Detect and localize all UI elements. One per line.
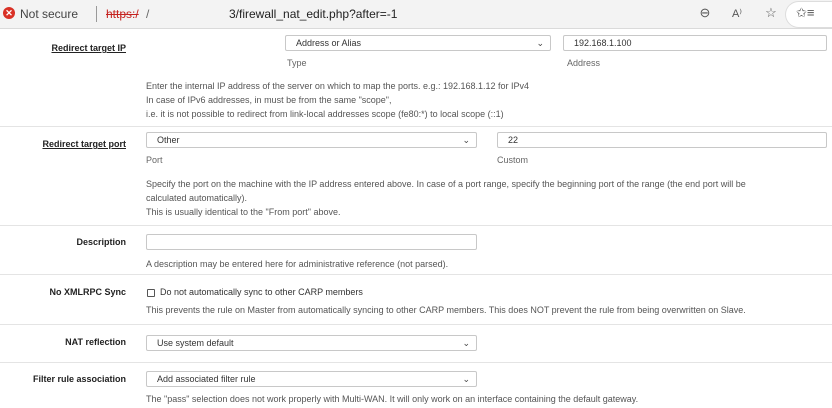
redirect-port-help-3: This is usually identical to the "From port" above. bbox=[146, 207, 341, 217]
read-aloud-icon[interactable]: A⁾ bbox=[731, 8, 743, 20]
redirect-ip-address-input[interactable]: 192.168.1.100 bbox=[563, 35, 827, 51]
row-description bbox=[0, 226, 832, 275]
description-input[interactable] bbox=[146, 234, 477, 250]
favorite-star-icon[interactable]: ☆ bbox=[765, 5, 777, 20]
redirect-ip-type-select[interactable] bbox=[285, 35, 551, 51]
url-host[interactable]: / bbox=[146, 7, 150, 21]
url-path[interactable]: 3/firewall_nat_edit.php?after=-1 bbox=[229, 7, 398, 21]
redirect-ip-type-value: Address or Alias bbox=[296, 38, 362, 48]
chevron-down-icon: ⌄ bbox=[462, 338, 470, 348]
favorites-list-icon[interactable]: ✩≡ bbox=[796, 5, 815, 20]
filter-rule-association-help: The "pass" selection does not work properly with Multi-WAN. It will only work on an interface containing the default gateway. bbox=[146, 394, 639, 404]
row-redirect-target-ip bbox=[0, 29, 832, 127]
nat-reflection-label: NAT reflection bbox=[65, 337, 126, 347]
redirect-port-sublabel: Port bbox=[146, 155, 163, 165]
browser-address-bar bbox=[0, 0, 832, 29]
redirect-target-port-label: Redirect target port bbox=[42, 139, 126, 149]
redirect-ip-type-sublabel: Type bbox=[287, 58, 307, 68]
filter-rule-association-label: Filter rule association bbox=[32, 374, 126, 384]
zoom-out-icon[interactable]: ⊖ bbox=[699, 5, 711, 20]
redirect-ip-help-2: In case of IPv6 addresses, in must be from the same "scope", bbox=[146, 95, 392, 105]
no-xmlrpc-sync-label: No XMLRPC Sync bbox=[49, 287, 126, 297]
not-secure-label[interactable]: Not secure bbox=[20, 7, 79, 21]
row-redirect-target-port bbox=[0, 127, 832, 226]
not-secure-icon[interactable]: ✕ bbox=[3, 7, 15, 19]
redirect-port-custom-input[interactable]: 22 bbox=[497, 132, 827, 148]
redirect-port-help-2: calculated automatically). bbox=[146, 193, 248, 203]
chevron-down-icon: ⌄ bbox=[462, 135, 470, 145]
nat-reflection-select[interactable] bbox=[146, 335, 477, 351]
no-xmlrpc-sync-checkbox[interactable] bbox=[147, 289, 155, 297]
chevron-down-icon: ⌄ bbox=[536, 38, 544, 48]
filter-rule-association-select[interactable] bbox=[146, 371, 477, 387]
redirect-port-select[interactable] bbox=[146, 132, 477, 148]
url-scheme[interactable]: https:/ bbox=[106, 7, 139, 21]
row-nat-reflection bbox=[0, 325, 832, 363]
row-filter-rule-association bbox=[0, 363, 832, 408]
redirect-ip-help-3: i.e. it is not possible to redirect from link-local addresses scope (fe80:*) to local scope (::1) bbox=[146, 109, 504, 119]
row-no-xmlrpc-sync bbox=[0, 275, 832, 325]
redirect-port-custom-sublabel: Custom bbox=[497, 155, 529, 165]
redirect-port-value: Other bbox=[157, 135, 180, 145]
no-xmlrpc-sync-checkbox-label[interactable]: Do not automatically sync to other CARP members bbox=[160, 287, 363, 297]
redirect-ip-address-sublabel: Address bbox=[567, 58, 601, 68]
address-divider bbox=[96, 6, 97, 22]
no-xmlrpc-sync-help: This prevents the rule on Master from automatically syncing to other CARP members. This does NOT prevent the rule from being overwritten on Slave. bbox=[146, 305, 746, 315]
filter-rule-association-value: Add associated filter rule bbox=[157, 374, 256, 384]
redirect-ip-help-1: Enter the internal IP address of the server on which to map the ports. e.g.: 192.168.1.12 for IPv4 bbox=[146, 81, 530, 91]
description-help: A description may be entered here for administrative reference (not parsed). bbox=[146, 259, 449, 269]
chevron-down-icon: ⌄ bbox=[462, 374, 470, 384]
redirect-port-help-1: Specify the port on the machine with the IP address entered above. In case of a port range, specify the beginning port of the range (the end port will be bbox=[146, 179, 746, 189]
description-label: Description bbox=[76, 237, 126, 247]
redirect-target-ip-label: Redirect target IP bbox=[51, 43, 126, 53]
nat-reflection-value: Use system default bbox=[157, 338, 234, 348]
